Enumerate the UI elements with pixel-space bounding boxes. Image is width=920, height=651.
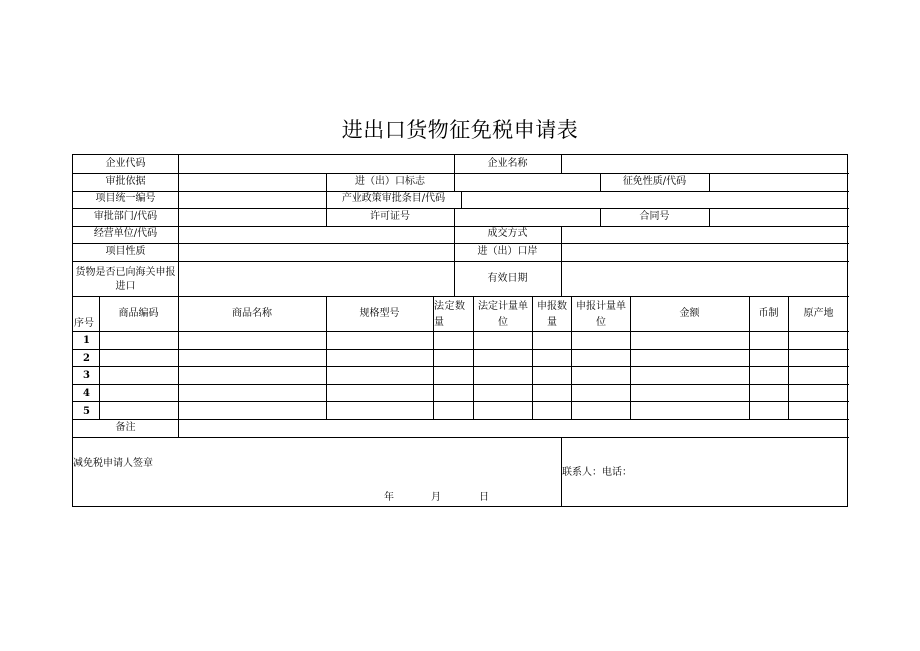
applicant-signature-label: 减免税申请人签章 (73, 458, 153, 469)
row-divider (73, 243, 849, 244)
port-label: 进（出）口岸 (477, 246, 538, 257)
row-divider (73, 419, 849, 420)
enterprise-code-label: 企业代码 (105, 158, 146, 169)
license-no-label: 许可证号 (370, 211, 410, 222)
contract-no-label: 合同号 (639, 211, 670, 222)
origin-header: 原产地 (803, 308, 834, 319)
policy-item-label: 产业政策审批条目/代码 (341, 193, 446, 204)
customs-declared-label: 货物是否已向海关申报进口 (75, 267, 176, 292)
row-divider (73, 349, 849, 350)
col-divider (561, 155, 562, 173)
col-divider (709, 208, 710, 226)
amount-header: 金额 (679, 308, 700, 319)
year-label: 年 (384, 492, 394, 503)
legal-qty-header: 法定数量 (434, 301, 466, 328)
row-divider (73, 226, 849, 227)
row-divider (73, 401, 849, 402)
decl-qty-header: 申报数量 (537, 301, 567, 328)
import-export-flag-label: 进（出）口标志 (355, 176, 425, 187)
remarks-label: 备注 (115, 422, 136, 433)
exemption-application-form (72, 154, 848, 507)
row-number: 1 (83, 335, 90, 346)
approval-basis-label: 审批依据 (105, 176, 146, 187)
row-number: 5 (83, 406, 90, 417)
valid-date-label: 有效日期 (487, 273, 528, 284)
col-divider (454, 208, 455, 226)
row-divider (73, 384, 849, 385)
month-label: 月 (431, 492, 441, 503)
row-divider (73, 208, 849, 209)
row-divider (73, 437, 849, 438)
project-nature-label: 项目性质 (105, 246, 146, 257)
exemption-nature-label: 征免性质/代码 (622, 176, 687, 187)
row-number: 4 (83, 388, 90, 399)
approval-dept-label: 审批部门/代码 (93, 211, 158, 222)
col-divider (709, 173, 710, 191)
col-divider (178, 155, 179, 296)
decl-unit-header: 申报计量单位 (576, 301, 626, 328)
row-divider (73, 173, 849, 174)
form-title: 进出口货物征免税申请表 (341, 118, 579, 142)
currency-header: 币制 (758, 308, 779, 319)
row-number: 3 (83, 370, 90, 381)
row-divider (73, 366, 849, 367)
col-divider (178, 419, 179, 437)
row-divider (73, 296, 849, 297)
project-id-label: 项目统一编号 (95, 193, 156, 204)
col-divider (461, 191, 462, 208)
operator-label: 经营单位/代码 (93, 228, 158, 239)
day-label: 日 (479, 492, 489, 503)
col-divider (561, 226, 562, 296)
row-divider (73, 331, 849, 332)
row-number: 2 (83, 353, 90, 364)
row-divider (73, 261, 849, 262)
enterprise-name-label: 企业名称 (487, 158, 528, 169)
col-divider (454, 173, 455, 191)
name-header: 商品名称 (232, 308, 272, 319)
transaction-mode-label: 成交方式 (487, 228, 528, 239)
legal-unit-header: 法定计量单位 (478, 301, 528, 328)
contact-phone-label: 联系人：电话： (562, 467, 632, 478)
seq-header: 序号 (74, 318, 94, 329)
spec-header: 规格型号 (359, 308, 400, 319)
code-header: 商品编码 (118, 308, 159, 319)
